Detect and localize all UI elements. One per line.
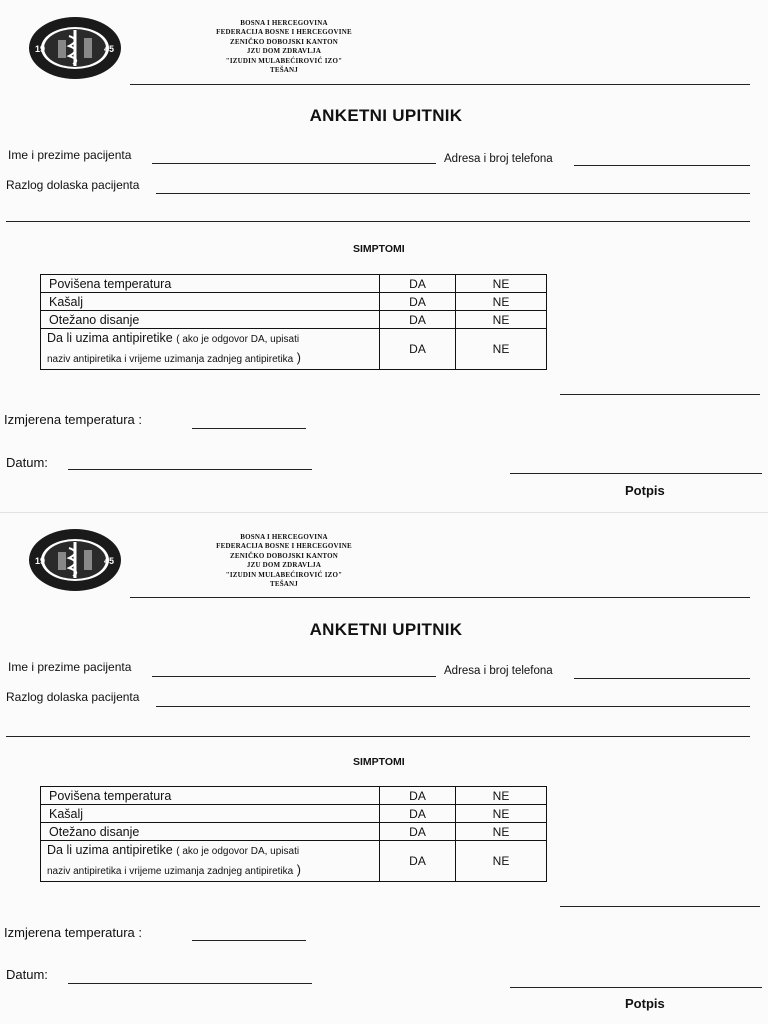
yes-option[interactable]: DA: [380, 293, 456, 311]
questionnaire-form-2: [0, 512, 768, 1024]
date-field[interactable]: [68, 469, 312, 470]
symptoms-table: [40, 786, 547, 882]
patient-name-label: Ime i prezime pacijenta: [8, 660, 132, 674]
seal-year-left: 19: [35, 556, 46, 566]
header-line: JZU DOM ZDRAVLJA: [246, 47, 322, 56]
header-line: TEŠANJ: [269, 66, 299, 75]
temperature-field[interactable]: [192, 940, 306, 941]
symptom-note: ( ako je odgovor DA, upisati: [176, 334, 300, 345]
no-option[interactable]: NE: [456, 787, 547, 805]
symptom-label: Da li uzima antipiretike: [47, 331, 173, 345]
symptom-label: Da li uzima antipiretike: [47, 843, 173, 857]
seal-year-right: 45: [104, 44, 115, 54]
visit-reason-field[interactable]: [156, 193, 750, 194]
header-line: FEDERACIJA BOSNE I HERCEGOVINE: [216, 28, 352, 37]
symptom-note-close: ): [296, 863, 301, 877]
table-row: [41, 329, 547, 370]
visit-reason-label: Razlog dolaska pacijenta: [6, 178, 140, 192]
address-phone-field[interactable]: [574, 165, 750, 166]
visit-reason-field-line2[interactable]: [6, 736, 750, 737]
institution-seal-logo: [28, 528, 122, 592]
symptom-note-close: ): [296, 351, 301, 365]
no-option[interactable]: NE: [456, 823, 547, 841]
form-title: ANKETNI UPITNIK: [309, 106, 463, 125]
symptom-label: Kašalj: [41, 805, 380, 823]
table-row: [41, 823, 547, 841]
extra-signature-line[interactable]: [560, 394, 760, 395]
header-line: TEŠANJ: [269, 580, 299, 589]
yes-option[interactable]: DA: [380, 329, 456, 370]
header-line: "IZUDIN MULABEĆIROVIĆ IZO": [225, 570, 343, 579]
signature-label: Potpis: [625, 996, 665, 1011]
visit-reason-field-line2[interactable]: [6, 221, 750, 222]
signature-field[interactable]: [510, 473, 762, 474]
yes-option[interactable]: DA: [380, 823, 456, 841]
symptom-label: Povišena temperatura: [41, 787, 380, 805]
symptom-note: ( ako je odgovor DA, upisati: [176, 846, 300, 857]
extra-signature-line[interactable]: [560, 906, 760, 907]
temperature-field[interactable]: [192, 428, 306, 429]
symptoms-heading: SIMPTOMI: [353, 243, 405, 255]
patient-name-label: Ime i prezime pacijenta: [8, 148, 132, 162]
signature-field[interactable]: [510, 987, 762, 988]
address-phone-label: Adresa i broj telefona: [444, 153, 553, 165]
institution-header: [200, 19, 368, 75]
header-line: ZENIČKO DOBOJSKI KANTON: [230, 551, 338, 560]
address-phone-label: Adresa i broj telefona: [444, 665, 553, 677]
date-label: Datum:: [6, 455, 48, 470]
symptom-note: naziv antipiretika i vrijeme uzimanja zadnjeg antipiretika: [47, 354, 294, 365]
institution-seal-logo: [28, 16, 122, 80]
patient-name-field[interactable]: [152, 163, 436, 164]
no-option[interactable]: NE: [456, 329, 547, 370]
yes-option[interactable]: DA: [380, 841, 456, 882]
symptom-label: Otežano disanje: [41, 823, 380, 841]
symptom-label: Kašalj: [41, 293, 380, 311]
seal-year-right: 45: [104, 556, 115, 566]
table-row: [41, 293, 547, 311]
address-phone-field[interactable]: [574, 678, 750, 679]
table-row: [41, 275, 547, 293]
header-line: FEDERACIJA BOSNE I HERCEGOVINE: [216, 542, 352, 551]
yes-option[interactable]: DA: [380, 311, 456, 329]
patient-name-field[interactable]: [152, 676, 436, 677]
header-line: BOSNA I HERCEGOVINA: [240, 19, 328, 27]
table-row: [41, 841, 547, 882]
symptom-label: Otežano disanje: [41, 311, 380, 329]
yes-option[interactable]: DA: [380, 805, 456, 823]
yes-option[interactable]: DA: [380, 275, 456, 293]
visit-reason-field[interactable]: [156, 706, 750, 707]
symptoms-table: [40, 274, 547, 370]
symptoms-heading: SIMPTOMI: [353, 756, 405, 768]
symptom-label-cell: [41, 841, 380, 882]
table-row: [41, 311, 547, 329]
no-option[interactable]: NE: [456, 293, 547, 311]
header-line: "IZUDIN MULABEĆIROVIĆ IZO": [225, 56, 343, 65]
yes-option[interactable]: DA: [380, 787, 456, 805]
temperature-label: Izmjerena temperatura :: [4, 412, 143, 427]
visit-reason-label: Razlog dolaska pacijenta: [6, 690, 140, 704]
no-option[interactable]: NE: [456, 311, 547, 329]
header-line: JZU DOM ZDRAVLJA: [246, 561, 322, 570]
symptom-label: Povišena temperatura: [41, 275, 380, 293]
no-option[interactable]: NE: [456, 805, 547, 823]
header-line: ZENIČKO DOBOJSKI KANTON: [230, 37, 338, 46]
header-divider: [130, 597, 750, 598]
no-option[interactable]: NE: [456, 275, 547, 293]
seal-year-left: 19: [35, 44, 46, 54]
header-line: BOSNA I HERCEGOVINA: [240, 533, 328, 541]
form-title: ANKETNI UPITNIK: [309, 620, 463, 639]
symptom-label-cell: [41, 329, 380, 370]
date-label: Datum:: [6, 967, 48, 982]
signature-label: Potpis: [625, 483, 665, 498]
no-option[interactable]: NE: [456, 841, 547, 882]
header-divider: [130, 84, 750, 85]
table-row: [41, 805, 547, 823]
symptom-note: naziv antipiretika i vrijeme uzimanja zadnjeg antipiretika: [47, 866, 294, 877]
institution-header: [200, 533, 368, 589]
temperature-label: Izmjerena temperatura :: [4, 925, 143, 940]
table-row: [41, 787, 547, 805]
date-field[interactable]: [68, 983, 312, 984]
